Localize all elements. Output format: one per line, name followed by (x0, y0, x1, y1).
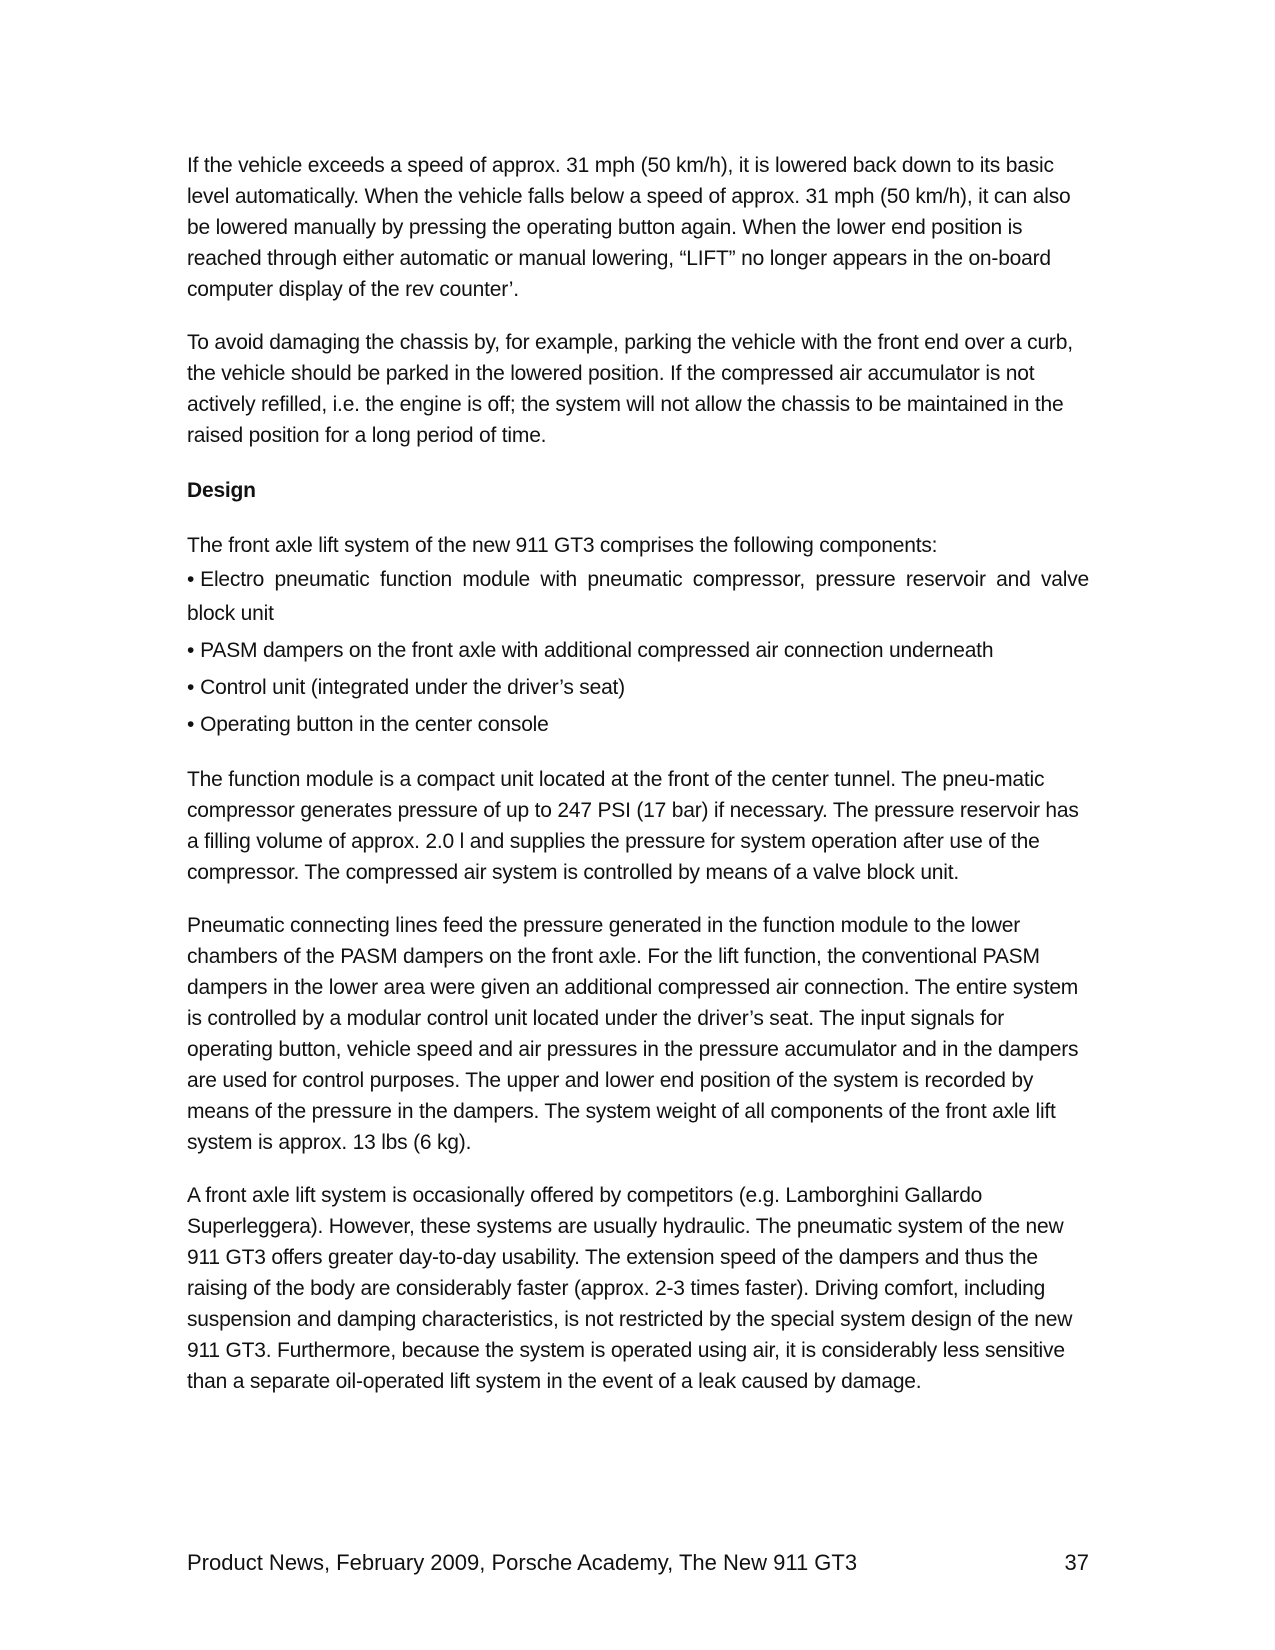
list-item-text: Control unit (integrated under the driver’s seat) (200, 676, 625, 699)
bullet-icon: • (187, 639, 195, 662)
bullet-icon: • (187, 568, 195, 591)
list-item-text: PASM dampers on the front axle with additional compressed air connection underneath (200, 639, 994, 662)
components-list (187, 563, 1089, 742)
page-number: 37 (1064, 1550, 1089, 1575)
bullet-icon: • (187, 713, 195, 736)
page-footer (187, 1548, 1089, 1578)
list-item-text: Operating button in the center console (200, 713, 549, 736)
page-body (187, 150, 1089, 1419)
paragraph-competitors: A front axle lift system is occasionally offered by competitors (e.g. Lamborghini Gallardo Superleggera). However, these systems are usually hydraulic. The pneumatic system of the new 911 GT3 offers greater day-to-day usability. The extension speed of the dampers and thus the raising of the body are considerably faster (approx. 2-3 times faster). Driving comfort, including suspension and damping characteristics, is not restricted by the special system design of the new 911 GT3. Furthermore, because the system is operated using air, it is considerably less sensitive than a separate oil-operated lift system in the event of a leak caused by damage. (187, 1184, 1073, 1393)
bullet-icon: • (187, 676, 195, 699)
list-item (187, 671, 1089, 705)
paragraph-lowering: If the vehicle exceeds a speed of approx. 31 mph (50 km/h), it is lowered back down to its basic level automatically. When the vehicle falls below a speed of approx. 31 mph (50 km/h), it can also be lowered manually by pressing the operating button again. When the lower end position is reached through either automatic or manual lowering, “LIFT” no longer appears in the on-board computer display of the rev counter’. (187, 154, 1071, 301)
list-item (187, 708, 1089, 742)
paragraph-parking: To avoid damaging the chassis by, for example, parking the vehicle with the front end over a curb, the vehicle should be parked in the lowered position. If the compressed air accumulator is not actively refilled, i.e. the engine is off; the system will not allow the chassis to be maintained in the raised position for a long period of time. (187, 331, 1073, 447)
footer-title: Product News, February 2009, Porsche Academy, The New 911 GT3 (187, 1550, 858, 1575)
list-item (187, 634, 1089, 668)
paragraph-pneumatic-lines: Pneumatic connecting lines feed the pressure generated in the function module to the lower chambers of the PASM dampers on the front axle. For the lift function, the conventional PASM dampers in the lower area were given an additional compressed air connection. The entire system is controlled by a modular control unit located under the driver’s seat. The input signals for operating button, vehicle speed and air pressures in the pressure accumulator and in the dampers are used for control purposes. The upper and lower end position of the system is recorded by means of the pressure in the dampers. The system weight of all components of the front axle lift system is approx. 13 lbs (6 kg). (187, 914, 1079, 1154)
section-heading-design: Design (187, 479, 256, 502)
paragraph-function-module: The function module is a compact unit located at the front of the center tunnel. The pneu-matic compressor generates pressure of up to 247 PSI (17 bar) if necessary. The pressure reservoir has a filling volume of approx. 2.0 l and supplies the pressure for system operation after use of the compressor. The compressed air system is controlled by means of a valve block unit. (187, 768, 1079, 884)
list-item-text: Electro pneumatic function module with pneumatic compressor, pressure reservoir and valve block unit (187, 568, 1089, 625)
list-item (187, 563, 1089, 631)
components-intro: The front axle lift system of the new 911 GT3 comprises the following components: (187, 534, 938, 557)
